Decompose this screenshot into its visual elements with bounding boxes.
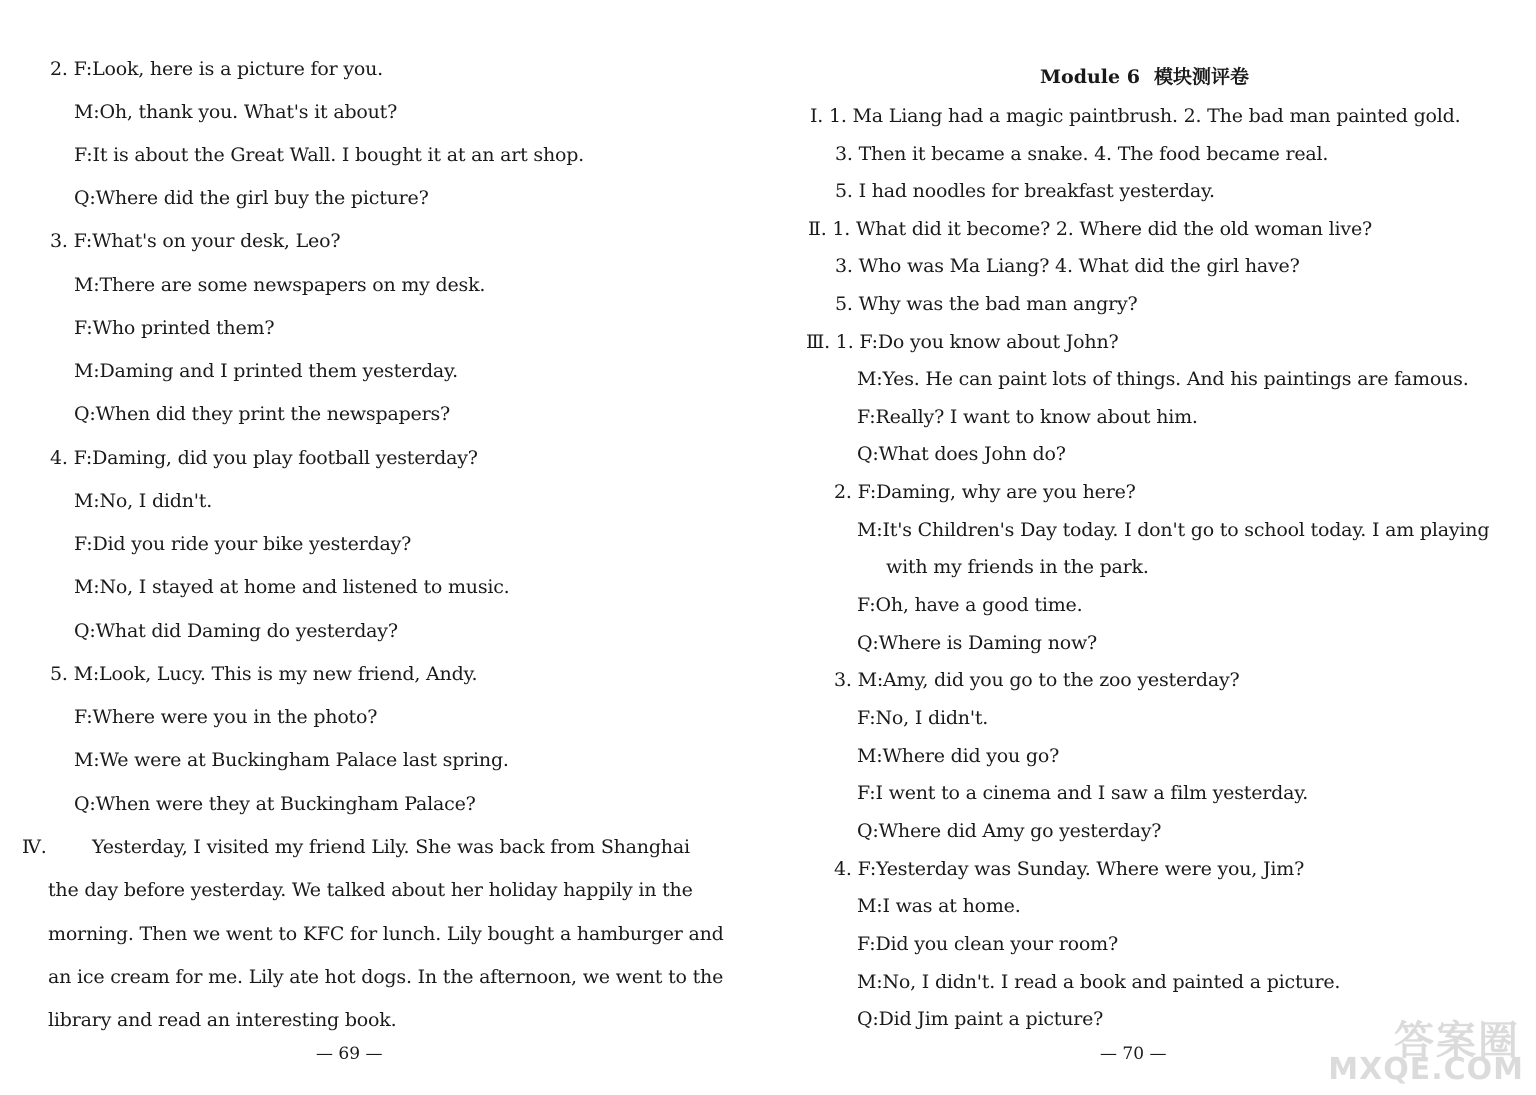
module-title-cn: 模块测评卷	[1153, 66, 1249, 88]
left-line-q3-m: M:There are some newspapers on my desk.	[74, 274, 486, 296]
left-passage-line-2: the day before yesterday. We talked about her holiday happily in the	[48, 879, 693, 901]
watermark-bottom-text: MXQE.COM	[1328, 1052, 1524, 1087]
right-q2-f2: F:Oh, have a good time.	[857, 594, 1083, 616]
right-section-ii-line-3: 5. Why was the bad man angry?	[835, 293, 1138, 315]
right-q2-m: M:It's Children's Day today. I don't go to school today. I am playing	[857, 519, 1490, 541]
right-q2-m-cont: with my friends in the park.	[886, 556, 1149, 578]
right-q1-q: Q:What does John do?	[857, 443, 1066, 465]
right-q3-m2: M:Where did you go?	[857, 745, 1060, 767]
left-line-q2-q: Q:Where did the girl buy the picture?	[74, 187, 429, 209]
right-q3-m: 3. M:Amy, did you go to the zoo yesterday?	[834, 669, 1240, 691]
right-q4-f2: F:Did you clean your room?	[857, 933, 1118, 955]
left-line-q3-f: 3. F:What's on your desk, Leo?	[50, 230, 341, 252]
left-line-q3-f2: F:Who printed them?	[74, 317, 275, 339]
right-section-i-line-2: 3. Then it became a snake. 4. The food became real.	[835, 143, 1329, 165]
right-q4-f: 4. F:Yesterday was Sunday. Where were you, Jim?	[834, 858, 1305, 880]
right-q2-f: 2. F:Daming, why are you here?	[834, 481, 1136, 503]
left-line-q4-f2: F:Did you ride your bike yesterday?	[74, 533, 412, 555]
left-page-number: — 69 —	[316, 1044, 383, 1064]
left-line-q4-f: 4. F:Daming, did you play football yesterday?	[50, 447, 478, 469]
left-line-q4-m: M:No, I didn't.	[74, 490, 213, 512]
left-line-q2-f: 2. F:Look, here is a picture for you.	[50, 58, 384, 80]
right-q3-q: Q:Where did Amy go yesterday?	[857, 820, 1162, 842]
left-page	[0, 0, 760, 1095]
right-page	[768, 0, 1536, 1095]
left-line-q5-f: F:Where were you in the photo?	[74, 706, 378, 728]
right-q3-f: F:No, I didn't.	[857, 707, 989, 729]
watermark-top-text: 答案圈	[1394, 1018, 1520, 1064]
left-section-iv-label: Ⅳ.	[22, 836, 47, 858]
left-passage-line-3: morning. Then we went to KFC for lunch. Lily bought a hamburger and	[48, 923, 724, 945]
left-line-q2-m: M:Oh, thank you. What's it about?	[74, 101, 398, 123]
left-line-q5-m2: M:We were at Buckingham Palace last spring.	[74, 749, 509, 771]
right-q1-m: M:Yes. He can paint lots of things. And his paintings are famous.	[857, 368, 1469, 390]
left-line-q5-m: 5. M:Look, Lucy. This is my new friend, Andy.	[50, 663, 478, 685]
module-title-en: Module 6	[1040, 66, 1140, 88]
module-title	[1040, 62, 1249, 89]
right-q4-m2: M:No, I didn't. I read a book and painted a picture.	[857, 971, 1341, 993]
right-section-iii-q1-f: Ⅲ. 1. F:Do you know about John?	[806, 331, 1119, 353]
left-line-q4-q: Q:What did Daming do yesterday?	[74, 620, 398, 642]
right-section-i-line-3: 5. I had noodles for breakfast yesterday.	[835, 180, 1215, 202]
left-line-q3-q: Q:When did they print the newspapers?	[74, 403, 450, 425]
right-page-number: — 70 —	[1100, 1044, 1167, 1064]
left-passage-line-5: library and read an interesting book.	[48, 1009, 397, 1031]
right-q2-q: Q:Where is Daming now?	[857, 632, 1098, 654]
left-passage-line-4: an ice cream for me. Lily ate hot dogs. In the afternoon, we went to the	[48, 966, 724, 988]
right-q3-f2: F:I went to a cinema and I saw a film yesterday.	[857, 782, 1309, 804]
left-passage-line-1: Yesterday, I visited my friend Lily. She was back from Shanghai	[92, 836, 690, 858]
right-q4-q: Q:Did Jim paint a picture?	[857, 1008, 1104, 1030]
right-section-ii-line-1: Ⅱ. 1. What did it become? 2. Where did the old woman live?	[808, 218, 1372, 240]
watermark-logo	[1330, 1007, 1530, 1087]
left-line-q4-m2: M:No, I stayed at home and listened to music.	[74, 576, 510, 598]
right-section-ii-line-2: 3. Who was Ma Liang? 4. What did the girl have?	[835, 255, 1300, 277]
right-section-i-line-1: Ⅰ. 1. Ma Liang had a magic paintbrush. 2. The bad man painted gold.	[810, 105, 1461, 127]
right-q1-f2: F:Really? I want to know about him.	[857, 406, 1198, 428]
right-q4-m: M:I was at home.	[857, 895, 1021, 917]
left-line-q3-m2: M:Daming and I printed them yesterday.	[74, 360, 458, 382]
left-line-q5-q: Q:When were they at Buckingham Palace?	[74, 793, 476, 815]
left-line-q2-f2: F:It is about the Great Wall. I bought it at an art shop.	[74, 144, 585, 166]
